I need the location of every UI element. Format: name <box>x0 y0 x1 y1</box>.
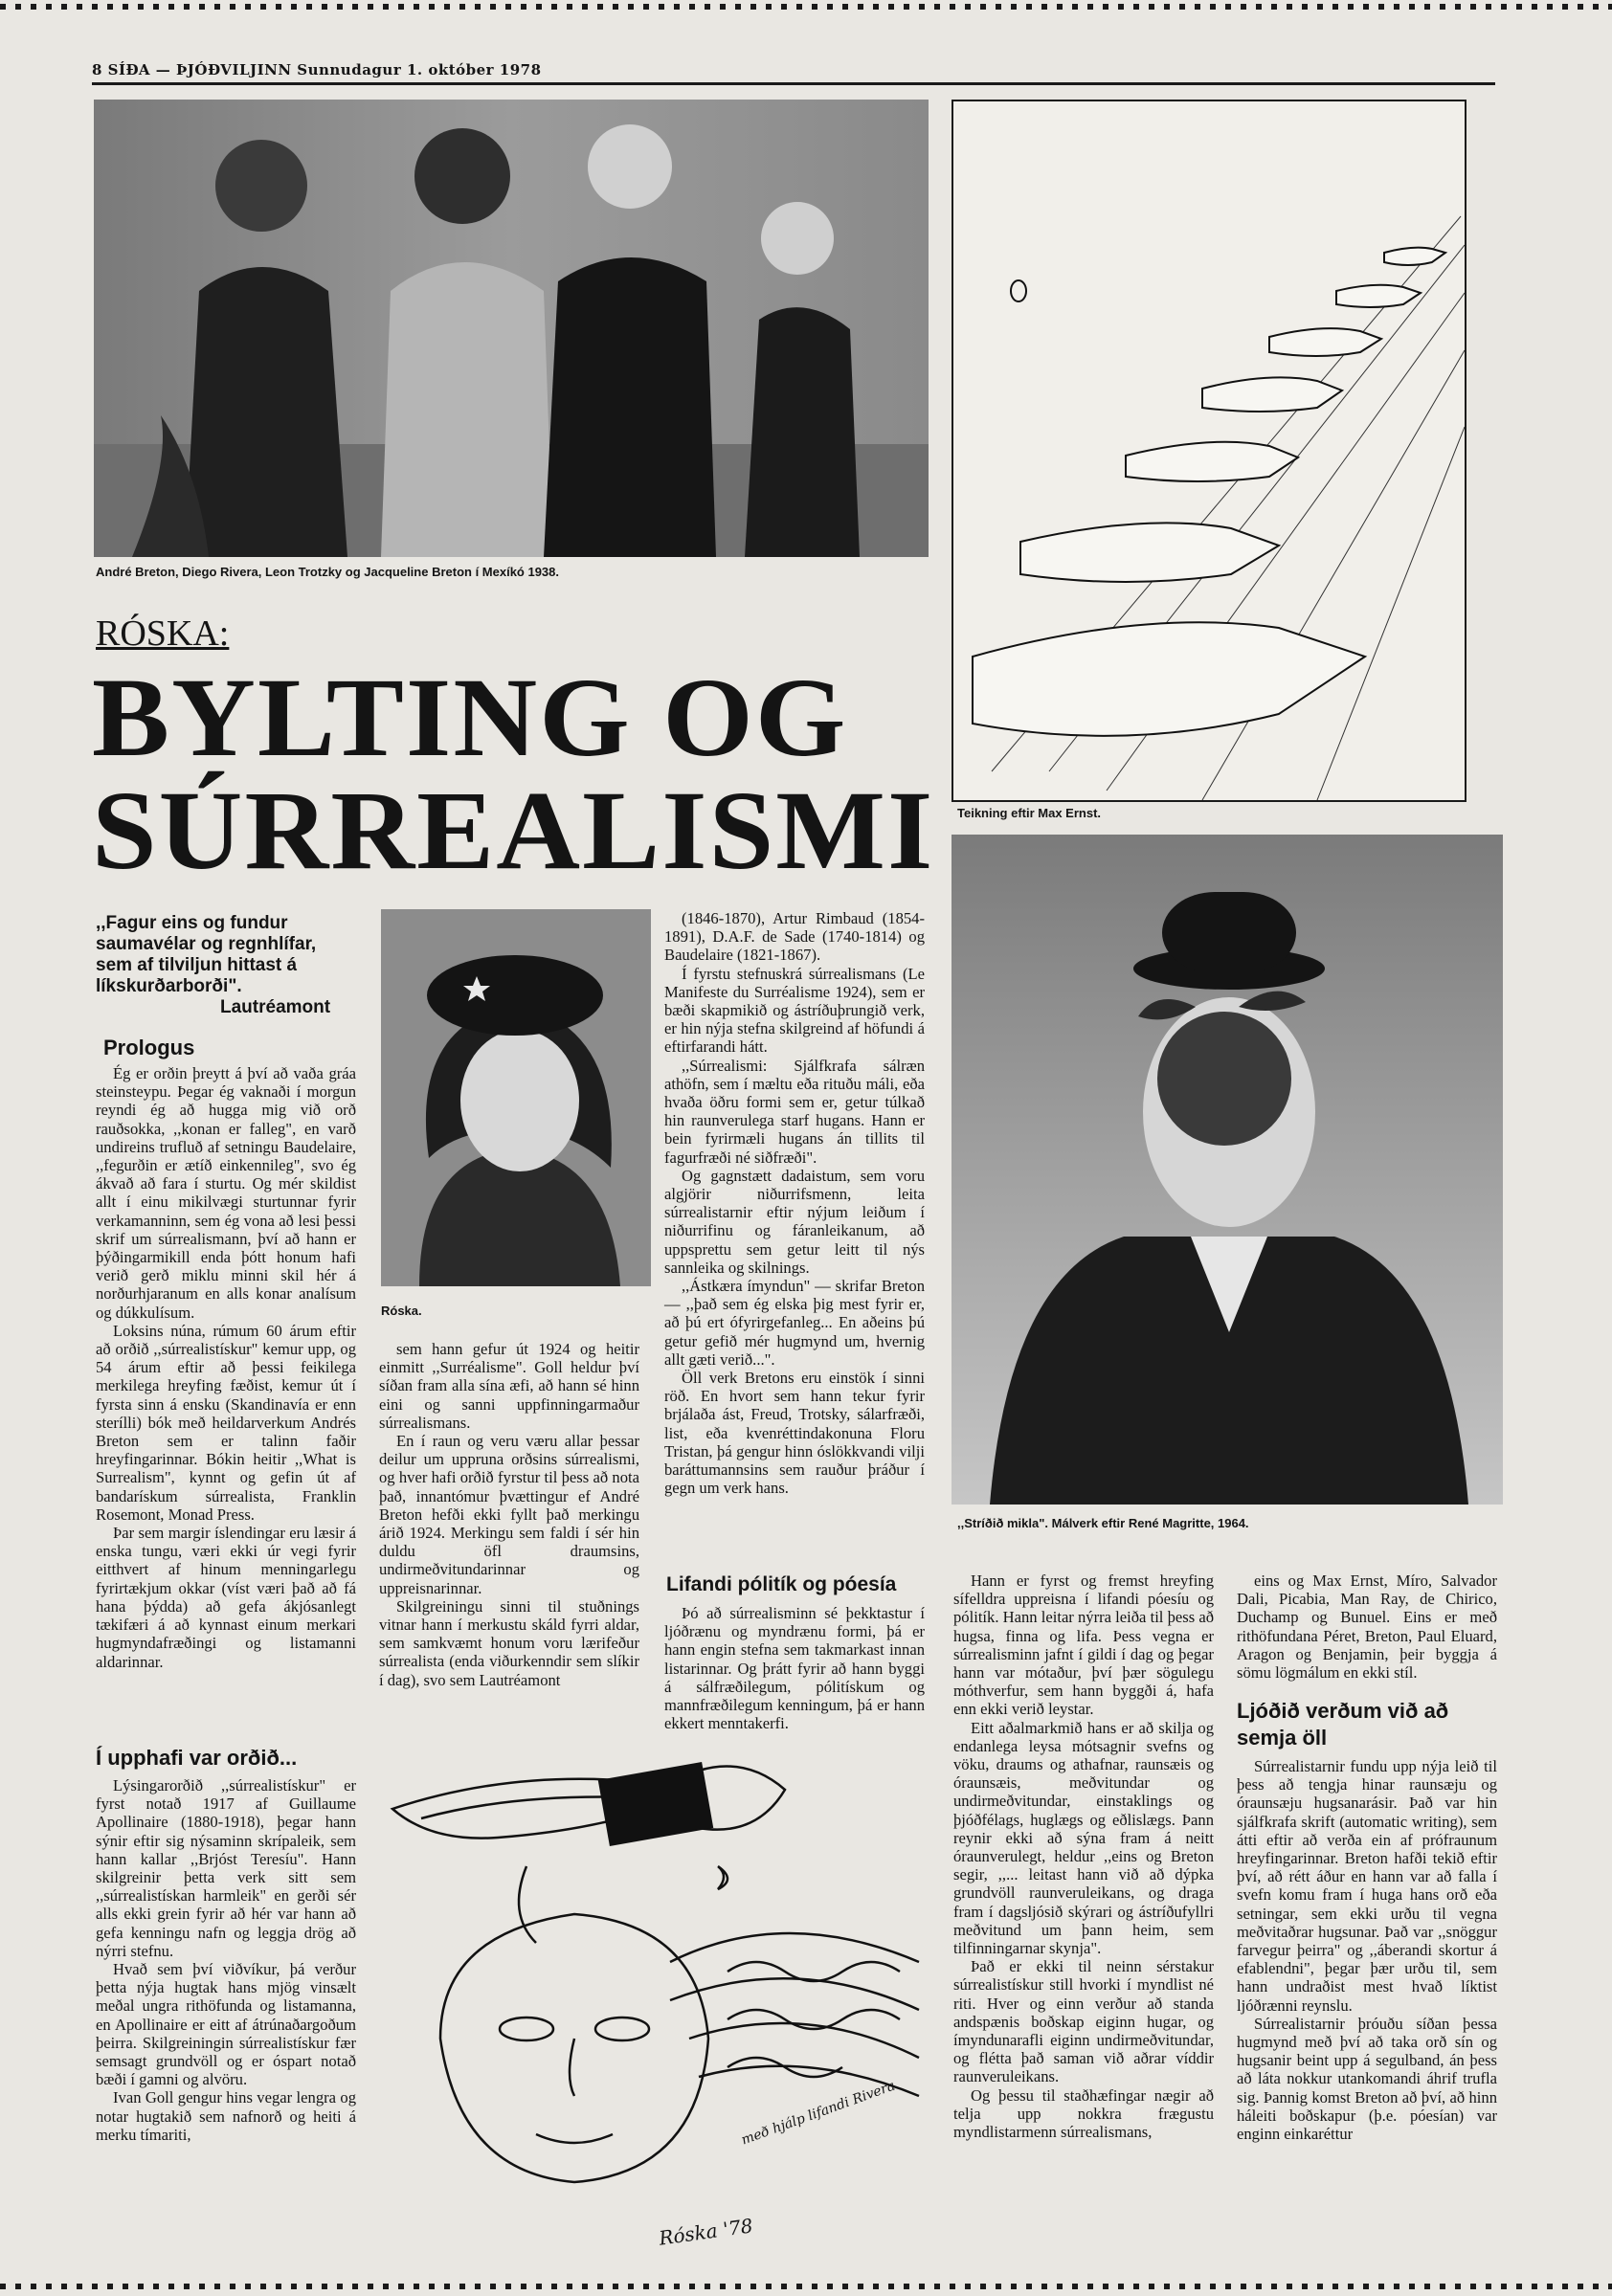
column-1b <box>96 1776 356 2144</box>
col1-paragraph-1: Ég er orðin þreytt á því að vaða gráa steinsteypu. Þegar ég vaknaði í morgun reyndi ég að hugga mig við orð rauðsokka, ,,konan er falleg", en varð undireins trufluð af setningu Baudelaire, ,,fegurðin er ætíð einkennileg", svo ég ákvað að fara í sturtu. Og mér skildist allt í einu mikilvægi sturtunnar fyrir verkamanninn, sem ég vona að lesi þessi skrif um súrrealismann, því að hann er þýðingarmikill enda þótt honum hafi verið gerð miklu minni skil hér á norðurhjaranum en alls konar analísum og dúkkulísum. <box>96 1064 356 1322</box>
col3-paragraph-5: ,,Ástkæra ímyndun" — skrifar Breton — ,,það sem ég elska þig mest fyrir er, að þú ert ófyrirgefanleg... En aðeins þú getur gefið mér hugmynd um, hvernig allt gæti verið...". <box>664 1277 925 1369</box>
col1b-paragraph-3: Ivan Goll gengur hins vegar lengra og notar hugtakið sem nafnorð og heiti á merku tímariti, <box>96 2088 356 2144</box>
col4-paragraph-2: Eitt aðalmarkmið hans er að skilja og endanlega leysa mótsagnir svefns og vöku, draums og athafnar, raunsæis og óraunsæis, meðvitundar og undirmeðvitundar, einstaklings og þjóðfélags, huglægs og eðlislægs. Þann reynir ekki að sýna fram á neitt óraunverulegt, heldur ,,eins og Breton segir, ,,... leitast hann við að dýpka grundvöll raunveruleikans, og draga fram í dagsljósið skýrari og ástríðufyllri meðvitund um þann heim, sem tilfinningarnar skynja". <box>953 1718 1214 1958</box>
perforation-bottom <box>0 2284 1612 2289</box>
col3-paragraph-4: Og gagnstætt dadaistum, sem voru algjörir niðurrifsmenn, leita súrrealistarnir eftir nýjum leiðum í niðurrifinu og fáranleikanum, að uppsprettu sem getur leitt til nýs sannleika og skilnings. <box>664 1166 925 1277</box>
group-photo-caption: André Breton, Diego Rivera, Leon Trotzky og Jacqueline Breton í Mexíkó 1938. <box>96 565 560 579</box>
page-header: 8 SÍÐA — ÞJÓÐVILJINN Sunnudagur 1. október 1978 <box>92 61 542 78</box>
title-line-2: SÚRREALISMI <box>92 768 935 893</box>
heading-ljodid: Ljóðið verðum við að semja öll <box>1237 1699 1449 1750</box>
col4-paragraph-4: Og þessu til staðhæfingar nægir að telja upp nokkra frægustu myndlistarmenn súrrealismans, <box>953 2085 1214 2142</box>
col2-paragraph-1: sem hann gefur út 1924 og heitir einmitt ,,Surréalisme". Goll heldur því síðan fram alla sína æfi, að hann sé hinn eini og sanni uppfinningarmaður súrrealismans. <box>379 1340 639 1432</box>
epigraph-author: Lautréamont <box>220 997 331 1017</box>
column-3b <box>664 1604 925 1732</box>
col1-paragraph-2: Loksins núna, rúmum 60 árum eftir að orðið ,,súrrealistískur" kemur upp, og 54 árum eftir að þessi feikilega merkilega hreyfing fæðist, kemur út í fyrsta sinn á ensku (Skandinavía er enn sterílli) bók með heildarverkum Andrés Breton sem er talinn faðir hreyfingarinnar. Bókin heitir ,,What is Surrealism", kynnt og gefin út af bandarískum súrrealista, Franklin Rosemont, Monad Press. <box>96 1321 356 1524</box>
col3-paragraph-3: ,,Súrrealismi: Sjálfkrafa sálræn athöfn, sem í mæltu eða rituðu máli, eða hvaða öðru formi sem er, getur túlkað hin raunverulega starf hugans. Hann er bein fyrirmæli hugans án tillits til fagurfræði né siðfræði". <box>664 1056 925 1167</box>
col3-paragraph-2: Í fyrstu stefnuskrá súrrealismans (Le Manifeste du Surréalisme 1924), sem er bæði skapmikið og ástríðuþrungið verk, er hin nýja stefna skilgreind af höfundi á eftirfarandi hátt. <box>664 964 925 1057</box>
title-kicker: RÓSKA: <box>96 613 230 654</box>
drawing-signature-1: Róska '78 <box>657 2214 754 2250</box>
ernst-drawing <box>952 100 1466 802</box>
column-5 <box>1237 1572 1497 1682</box>
portrait-caption: Róska. <box>381 1304 422 1318</box>
column-5b <box>1237 1757 1497 2143</box>
drawing-signature-2: með hjálp lifandi Rivera <box>739 2078 898 2149</box>
ernst-caption: Teikning eftir Max Ernst. <box>957 806 1102 820</box>
column-3 <box>664 909 925 1498</box>
col3-paragraph-6: Öll verk Bretons eru einstök í sinni röð. En hvort sem hann tekur fyrir brjálaða ást, Freud, Trotsky, sálarfræði, list, eða kvenréttindakonuna Floru Tristan, þá gengur hinn óslökkvandi vilji baráttumannsins sem rauður þráður í gegn um verk hans. <box>664 1369 925 1498</box>
column-4 <box>953 1572 1214 2141</box>
column-1 <box>96 1064 356 1671</box>
heading-prologus: Prologus <box>103 1036 195 1059</box>
roska-portrait <box>381 909 651 1286</box>
title-line-1: BYLTING OG <box>92 655 848 780</box>
roska-drawing <box>383 1751 938 2268</box>
group-photo <box>94 100 929 557</box>
col3-paragraph-7: Þó að súrrealisminn sé þekktastur í ljóðrænu og myndrænu formi, þá er hann engin stefna sem takmarkast innan listarinnar. Og þrátt fyrir að hann byggi á sálfræðilegum, pólitískum og mannfræðilegum kenningum, þá er hann ekkert menntakerfi. <box>664 1604 925 1733</box>
col4-paragraph-1: Hann er fyrst og fremst hreyfing sífelldra uppreisna í lifandi póesíu og pólitík. Hann leitar nýrra leiða til þess að hugsa, finna og lifa. Þess vegna er súrrealisminn jafnt í gildi í dag og þegar hann var mótaður, því þær sögulegu móthverfur, sem hann byggði á, hafa enn ekki verið leystar. <box>953 1572 1214 1719</box>
header-rule <box>92 82 1495 85</box>
column-2 <box>379 1340 639 1689</box>
col1-paragraph-3: Þar sem margir íslendingar eru læsir á enska tungu, væri ekki úr vegi fyrir eitthvert af hinum menningarlegu fyrirtækjum okkar (víst væri það að fá hana þýdda) að gefa ákjósanlegt tækifæri á að kynnast einum merkari hugmyndafræðingi og listamanni aldarinnar. <box>96 1524 356 1671</box>
heading-upphafi: Í upphafi var orðið... <box>96 1746 298 1770</box>
col2-paragraph-3: Skilgreiningu sinni til stuðnings vitnar hann í merkustu skáld fyrri aldar, sem samkvæmt honum voru lærifeður súrrealista (enda viðurkenndir sem slíkir í dag), svo sem Lautréamont <box>379 1596 639 1689</box>
col3-paragraph-1: (1846-1870), Artur Rimbaud (1854-1891), D.A.F. de Sade (1740-1814) og Baudelaire (1821-1867). <box>664 909 925 965</box>
col5-paragraph-1: eins og Max Ernst, Míro, Salvador Dali, Picabia, Man Ray, de Chirico, Duchamp og Bunuel. Eins er með rithöfundana Péret, Breton, Paul Eluard, Aragon og Benjamin, þeir byggja á sömu lögmálum en ekki stíl. <box>1237 1572 1497 1683</box>
col1b-paragraph-1: Lýsingarorðið ,,súrrealistískur" er fyrst notað 1917 af Guillaume Apollinaire (1880-1918), þegar hann sýnir eftir sig nýsaminn skrípaleik, sem hann kallar ,,Brjóst Teresíu". Hann skilgreinir þetta verk sitt sem ,,súrrealistískan harmleik" en gerði sér alls ekki grein fyrir að hér var hann að gefa kenningu nafn og leggja drög að nýrri stefnu. <box>96 1776 356 1960</box>
perforation-top <box>0 4 1612 10</box>
col5-paragraph-3: Súrrealistarnir þróuðu síðan þessa hugmynd með því að taka orð sín og hugsanir beint upp á segulband, án þess að láta nokkur utankomandi áhrif trufla sig. Þannig komst Breton að því, að hinn háleiti boðskapur (þ.e. póesían) var enginn einkaréttur <box>1237 2014 1497 2144</box>
magritte-caption: ,,Stríðið mikla". Málverk eftir René Magritte, 1964. <box>957 1516 1249 1530</box>
epigraph-quote: ,,Fagur eins og fundur saumavélar og regnhlífar, sem af tilviljun hittast á líkskurðarborði". <box>96 913 317 996</box>
col4-paragraph-3: Það er ekki til neinn sérstakur súrrealistískur still hvorki í myndlist né riti. Hver og einn verður að standa andspænis boðskap eiginn hugar, og ímyndunarafli eiginn undirmeðvitundar, og flétta það saman við aðrar víddir raunveruleikans. <box>953 1957 1214 2086</box>
col1b-paragraph-2: Hvað sem því viðvíkur, þá verður þetta nýja hugtak hans mjög vinsælt meðal ungra rithöfunda og listamanna, en Apollinaire er eitt af átrúnaðargoðum þeirra. Skilgreiningin súrrealistískur fær semsagt grundvöll og er óspart notað bæði í gamni og alvöru. <box>96 1960 356 2089</box>
heading-lifandi: Lifandi pólitík og póesía <box>666 1573 897 1595</box>
col5-paragraph-2: Súrrealistarnir fundu upp nýja leið til þess að tengja hinar raunsæju og óraunsæju hugsanarásir. Það var hin sjálfkrafa skrift (automatic writing), sem átti eftir að verða ein af prófraunum hreyfingarinnar. Breton hafði tekið eftir því, að rétt áður en hann var að falla í svefn komu fram í huga hans orð eða setningar, sem ekki urðu til vegna meðvitaðrar hugsunar. Það var ,,snöggur farvegur þeirra" og ,,áberandi skortur á efablendni", þegar þær urðu til, sem hann undraðist mest hvað líktist ljóðrænni reynslu. <box>1237 1757 1497 2015</box>
col2-paragraph-2: En í raun og veru væru allar þessar deilur um uppruna orðsins súrrealismi, og hver hafi orðið fyrstur til þess að nota það, innantómur þvættingur ef André Breton hefði ekki fyllt það merkingu árið 1924. Merkingu sem faldi í sér hin duldu öfl draumsins, undirmeðvitundarinnar og uppreisnarinnar. <box>379 1432 639 1597</box>
magritte-painting <box>952 835 1503 1505</box>
